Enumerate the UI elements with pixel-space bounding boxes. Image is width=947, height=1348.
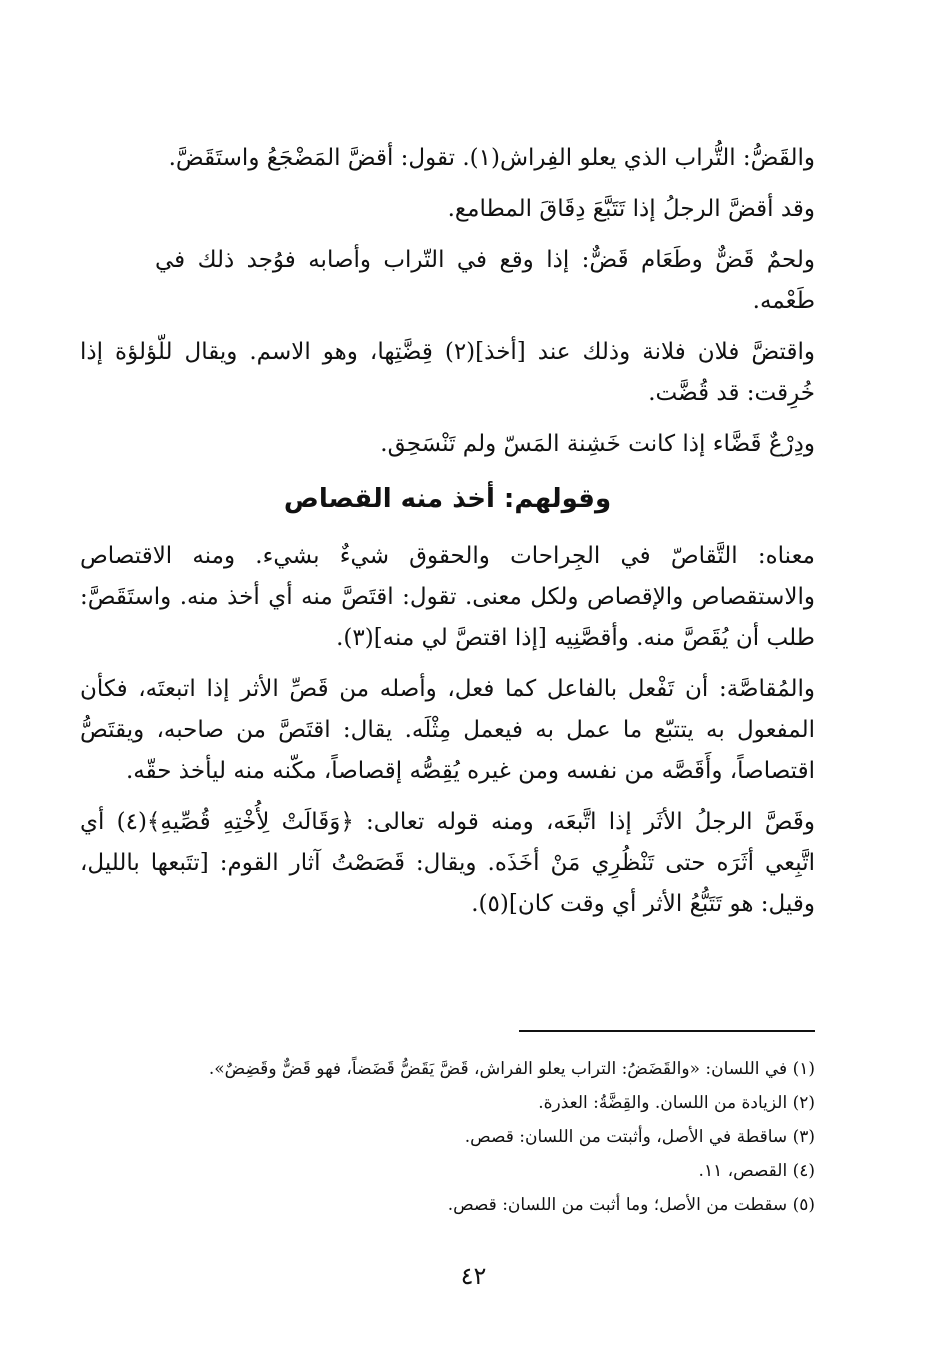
- paragraph-6: معناه: التَّقاصّ في الجِراحات والحقوق شيءٌ بشيء. ومنه الاقتصاص والاستقصاص والإقصاص ولكل معنى. تقول: اقتَصَّ منه أي أخذ منه. واستَقَصَّ: طلب أن يُقَصَّ منه. وأقصَّنِيه [إذا اقتصَّ لي منه](٣).: [80, 543, 815, 651]
- footnote-1: (١) في اللسان: «والقَضَضُ: التراب يعلو الفراش، قَضَّ يَقَضُّ قَضَضاً، فهو قَضٌّ وقَضِضٌ».: [208, 1059, 815, 1079]
- paragraph-8: وقَصَّ الرجلُ الأثَر إذا اتَّبعَه، ومنه قوله تعالى: ﴿وَقَالَتْ لِأُخْتِهِ قُصِّيهِ﴾(٤) أي اتَّبِعي أثَرَه حتى تَنْظُرِي مَنْ أخَذَه. ويقال: قَصَصْتُ آثار القوم: [تتَبعها بالليل، وقيل: هو تَتَبُّعُ الأثر أي وقت كان](٥).: [80, 809, 815, 917]
- footnote-4: (٤) القصص، ١١.: [698, 1161, 815, 1181]
- footnote-5: (٥) سقطت من الأصل؛ وما أثبت من اللسان: قصص.: [447, 1195, 815, 1215]
- paragraph-5: ودِرْعٌ قَضَّاء إذا كانت خَشِنة المَسّ ولم تَنْسَحِق.: [380, 431, 815, 457]
- page-number: ٤٢: [460, 1262, 487, 1290]
- paragraph-3: ولحمٌ قَضٌّ وطَعَام قَضٌّ: إذا وقع في التّراب وأصابه فوُجد ذلك في طَعْمه.: [155, 247, 815, 314]
- paragraph-7: والمُقاصَّة: أن تَفْعل بالفاعل كما فعل، وأصله من قَصِّ الأثر إذا اتبعتَه، فكأن المفعول به يتتبّع ما عمل به فيعمل مِثْلَه. يقال: اقتَصَّ من صاحبه، ويقتَصُّ اقتصاصاً، وأَقَصَّه من نفسه ومن غيره يُقِصُّه إقصاصاً، مكّنه منه ليأخذ حقّه.: [80, 676, 815, 784]
- footnotes: [80, 1052, 815, 1222]
- paragraph-2: وقد أقضَّ الرجلُ إذا تَتَبَّعَ دِقَاقَ المطامع.: [447, 196, 815, 222]
- footnote-2: (٢) الزيادة من اللسان. والقِضَّةُ: العذرة.: [538, 1093, 815, 1113]
- main-text: [80, 138, 815, 935]
- footnote-divider: [519, 1030, 815, 1032]
- paragraph-1: والقَضُّ: التُّراب الذي يعلو الفِراش(١). تقول: أقضَّ المَضْجَعُ واستَقَضَّ.: [168, 145, 815, 171]
- section-heading: وقولهم: أخذ منه القصاص: [283, 484, 612, 514]
- footnote-3: (٣) ساقطة في الأصل، وأثبتت من اللسان: قصص.: [464, 1127, 815, 1147]
- paragraph-4: واقتضَّ فلان فلانة وذلك عند [أخذ](٢) قِضَّتِها، وهو الاسم. ويقال للّؤلؤة إذا خُرِقت: قد قُضَّت.: [80, 339, 815, 406]
